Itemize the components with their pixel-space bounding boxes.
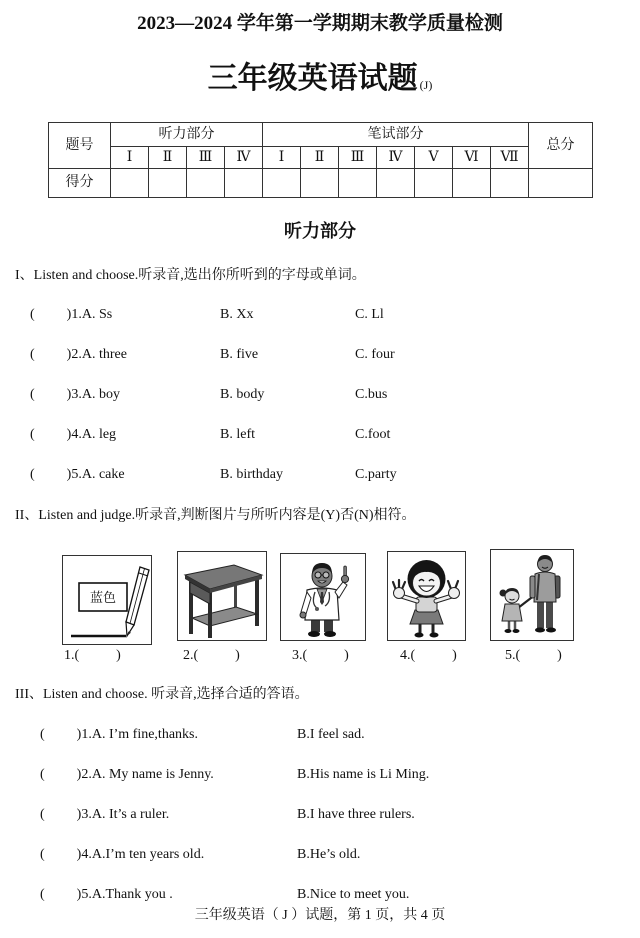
question-number: 3. bbox=[71, 387, 82, 402]
exam-subtitle bbox=[0, 60, 640, 104]
color-card-pencil-icon bbox=[63, 556, 151, 644]
answer-bracket-close: ) bbox=[66, 347, 72, 362]
girl-shoe-right bbox=[430, 633, 439, 638]
option-b: B.He’s old. bbox=[297, 847, 361, 862]
option-b: B. five bbox=[220, 347, 259, 362]
girl-hand-right bbox=[448, 581, 460, 599]
doctor-hand-left bbox=[300, 612, 306, 618]
option-c: C.party bbox=[355, 467, 397, 482]
option-a: A.I’m ten years old. bbox=[91, 847, 205, 862]
doctor-shoe-right bbox=[324, 631, 336, 637]
question-number: 5. bbox=[81, 887, 92, 902]
answer-bracket-close: ) bbox=[66, 387, 72, 402]
option-b: B.Nice to meet you. bbox=[297, 887, 410, 902]
question-number: 1. bbox=[71, 307, 82, 322]
option-c: C.bus bbox=[355, 387, 388, 402]
picture-3-answer bbox=[292, 647, 349, 665]
question-number: 2. bbox=[71, 347, 82, 362]
picture-4 bbox=[387, 551, 466, 641]
small-girl-dress bbox=[502, 604, 522, 621]
score-table-score-row bbox=[49, 169, 593, 198]
listening-section-heading: 听力部分 bbox=[284, 221, 356, 241]
waving-girl-icon bbox=[388, 552, 465, 640]
option-b: B. Xx bbox=[220, 307, 254, 322]
answer-bracket-open: ( bbox=[40, 767, 45, 782]
part1-question-2 bbox=[30, 346, 127, 364]
part3-question-3 bbox=[40, 806, 169, 824]
written-part-header: Ⅰ bbox=[263, 147, 301, 169]
picture-1-answer bbox=[64, 647, 121, 665]
option-a: A. boy bbox=[81, 387, 120, 402]
option-c: C.foot bbox=[355, 427, 391, 442]
question-number: 4. bbox=[81, 847, 92, 862]
score-table-header-row bbox=[49, 123, 593, 147]
listening-section-header: 听力部分 bbox=[111, 123, 263, 147]
picture-2 bbox=[177, 551, 267, 641]
option-a: A. I’m fine,thanks. bbox=[91, 727, 198, 742]
option-a: A. Ss bbox=[81, 307, 113, 322]
answer-bracket-open: ( bbox=[30, 387, 35, 402]
stethoscope-chestpiece bbox=[315, 607, 319, 611]
part1-question-3 bbox=[30, 386, 120, 404]
part2-instruction: II、Listen and judge.听录音,判断图片与所听内容是(Y)否(N)相符。 bbox=[15, 508, 416, 523]
option-b: B.His name is Li Ming. bbox=[297, 767, 430, 782]
part1-question-4 bbox=[30, 426, 116, 444]
question-number: 3. bbox=[81, 807, 92, 822]
answer-bracket-open: ( bbox=[40, 887, 45, 902]
option-a: A. My name is Jenny. bbox=[91, 767, 214, 782]
exam-title: 2023—2024 学年第一学期期末教学质量检测 bbox=[137, 13, 503, 34]
man-figure bbox=[530, 555, 560, 633]
part3-question-1 bbox=[40, 726, 198, 744]
picture-number: 2. bbox=[183, 648, 194, 663]
answer-bracket-close: ) bbox=[66, 427, 72, 442]
written-part-header: Ⅴ bbox=[415, 147, 453, 169]
small-girl-shoe-right bbox=[513, 629, 520, 633]
answer-bracket-close: ) bbox=[452, 648, 457, 663]
question-number: 4. bbox=[71, 427, 82, 442]
answer-bracket-open: ( bbox=[193, 648, 199, 663]
answer-bracket-close: ) bbox=[76, 847, 82, 862]
desk-leg-back-right bbox=[255, 578, 259, 626]
picture-3 bbox=[280, 553, 366, 641]
answer-bracket-close: ) bbox=[76, 767, 82, 782]
answer-bracket-open: ( bbox=[515, 648, 521, 663]
question-number: 2. bbox=[81, 767, 92, 782]
doctor-shoe-left bbox=[308, 631, 320, 637]
man-shoe-right bbox=[546, 628, 556, 633]
answer-bracket-close: ) bbox=[344, 648, 349, 663]
option-b: B. left bbox=[220, 427, 255, 442]
answer-bracket-open: ( bbox=[30, 427, 35, 442]
part1-question-5 bbox=[30, 466, 125, 484]
answer-bracket-open: ( bbox=[30, 467, 35, 482]
page-footer: 三年级英语（ J ）试题，第 1 页，共 4 页 bbox=[194, 908, 446, 923]
score-cell bbox=[301, 169, 339, 198]
written-part-header: Ⅳ bbox=[377, 147, 415, 169]
picture-number: 5. bbox=[505, 648, 516, 663]
answer-bracket-open: ( bbox=[40, 807, 45, 822]
picture-number: 3. bbox=[292, 648, 303, 663]
answer-bracket-open: ( bbox=[40, 727, 45, 742]
color-card-text: 蓝色 bbox=[89, 590, 117, 605]
score-cell bbox=[187, 169, 225, 198]
girl-shoe-left bbox=[415, 633, 424, 638]
small-girl-arm bbox=[518, 598, 531, 608]
picture-number: 4. bbox=[400, 648, 411, 663]
score-cell bbox=[225, 169, 263, 198]
part1-instruction: I、Listen and choose.听录音,选出你所听到的字母或单词。 bbox=[15, 268, 366, 283]
question-number: 1. bbox=[81, 727, 92, 742]
part3-question-5 bbox=[40, 886, 173, 904]
answer-bracket-close: ) bbox=[76, 887, 82, 902]
doctor-glasses-left bbox=[315, 572, 321, 578]
option-a: A.Thank you . bbox=[91, 887, 173, 902]
score-row-label: 得分 bbox=[49, 169, 111, 198]
option-c: C. four bbox=[355, 347, 395, 362]
part3-question-2 bbox=[40, 766, 214, 784]
part1-question-1 bbox=[30, 306, 112, 324]
answer-bracket-open: ( bbox=[74, 648, 80, 663]
option-b: B.I feel sad. bbox=[297, 727, 365, 742]
man-and-girl-icon bbox=[491, 550, 573, 640]
score-cell bbox=[491, 169, 529, 198]
score-cell bbox=[263, 169, 301, 198]
score-table-parts-row bbox=[49, 147, 593, 169]
pencil bbox=[126, 567, 149, 636]
answer-bracket-close: ) bbox=[76, 807, 82, 822]
written-part-header: Ⅶ bbox=[491, 147, 529, 169]
doctor-hand-raised bbox=[341, 575, 348, 582]
subtitle-text: 三年级英语试题 bbox=[207, 62, 418, 95]
written-part-header: Ⅲ bbox=[339, 147, 377, 169]
desk-icon bbox=[178, 552, 266, 640]
score-cell bbox=[339, 169, 377, 198]
score-cell bbox=[453, 169, 491, 198]
edition-label: (J) bbox=[419, 78, 433, 92]
option-a: A. three bbox=[81, 347, 127, 362]
girl-figure bbox=[500, 588, 532, 633]
man-leg-left bbox=[537, 600, 544, 628]
option-b: B. birthday bbox=[220, 467, 283, 482]
listening-part-header: Ⅳ bbox=[225, 147, 263, 169]
option-a: A. leg bbox=[81, 427, 117, 442]
option-b: B.I have three rulers. bbox=[297, 807, 415, 822]
listening-part-header: Ⅲ bbox=[187, 147, 225, 169]
score-cell bbox=[377, 169, 415, 198]
written-part-header: Ⅵ bbox=[453, 147, 491, 169]
answer-bracket-close: ) bbox=[76, 727, 82, 742]
answer-bracket-open: ( bbox=[410, 648, 416, 663]
score-cell bbox=[111, 169, 149, 198]
pencil-tip bbox=[126, 622, 134, 636]
part3-instruction: III、Listen and choose. 听录音,选择合适的答语。 bbox=[15, 687, 309, 702]
small-girl-shoe-left bbox=[505, 629, 512, 633]
desk-shelf bbox=[192, 607, 257, 626]
answer-bracket-close: ) bbox=[557, 648, 562, 663]
girl-shirt bbox=[416, 597, 437, 612]
answer-bracket-open: ( bbox=[30, 307, 35, 322]
option-c: C. Ll bbox=[355, 307, 384, 322]
answer-bracket-open: ( bbox=[30, 347, 35, 362]
doctor-arm-raised bbox=[335, 582, 347, 598]
girl-hand-left bbox=[393, 580, 405, 599]
picture-1 bbox=[62, 555, 152, 645]
total-score-header: 总分 bbox=[529, 123, 593, 169]
listening-part-header: Ⅰ bbox=[111, 147, 149, 169]
man-shoe-left bbox=[535, 628, 545, 633]
picture-4-answer bbox=[400, 647, 457, 665]
score-cell bbox=[415, 169, 453, 198]
answer-bracket-open: ( bbox=[302, 648, 308, 663]
total-score-cell bbox=[529, 169, 593, 198]
part3-question-4 bbox=[40, 846, 204, 864]
doctor-glasses-right bbox=[323, 572, 329, 578]
score-table bbox=[48, 122, 593, 198]
answer-bracket-close: ) bbox=[235, 648, 240, 663]
answer-bracket-close: ) bbox=[116, 648, 121, 663]
doctor-icon bbox=[281, 554, 365, 640]
answer-bracket-close: ) bbox=[66, 467, 72, 482]
question-number: 5. bbox=[71, 467, 82, 482]
picture-5 bbox=[490, 549, 574, 641]
option-a: A. It’s a ruler. bbox=[91, 807, 170, 822]
man-leg-right bbox=[546, 600, 553, 628]
listening-part-header: Ⅱ bbox=[149, 147, 187, 169]
answer-bracket-close: ) bbox=[66, 307, 72, 322]
answer-bracket-open: ( bbox=[40, 847, 45, 862]
picture-2-answer bbox=[183, 647, 240, 665]
man-arm bbox=[530, 576, 535, 598]
written-section-header: 笔试部分 bbox=[263, 123, 529, 147]
picture-number: 1. bbox=[64, 648, 75, 663]
picture-5-answer bbox=[505, 647, 562, 665]
option-b: B. body bbox=[220, 387, 265, 402]
written-part-header: Ⅱ bbox=[301, 147, 339, 169]
score-cell bbox=[149, 169, 187, 198]
item-number-header: 题号 bbox=[49, 123, 111, 169]
option-a: A. cake bbox=[81, 467, 125, 482]
